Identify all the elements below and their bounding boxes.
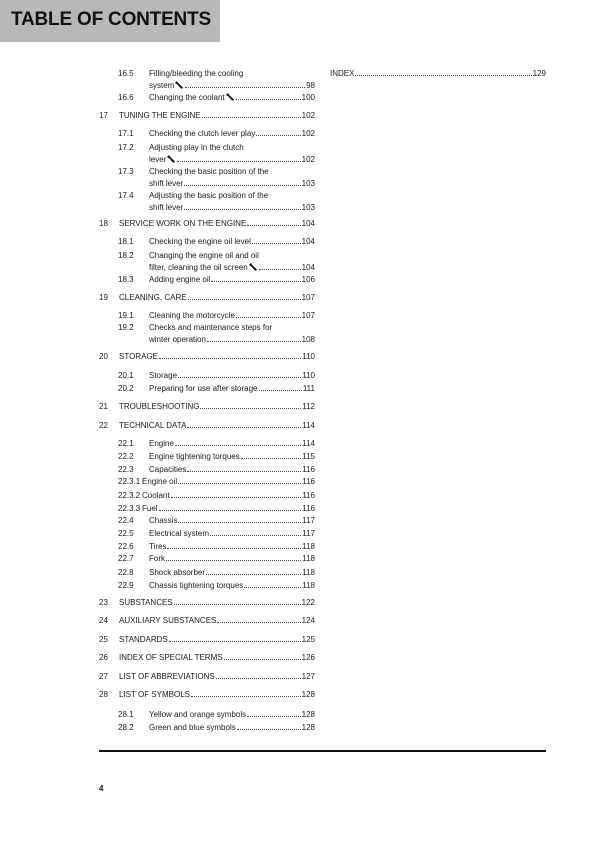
wrench-icon [225,92,235,104]
dot-leader [202,110,301,118]
toc-entry-title: Changing the coolant [149,93,225,102]
toc-entry-page: 98 [306,81,315,90]
wrench-icon [174,80,184,92]
toc-entry-title: winter operation [149,335,206,344]
toc-entry-number: 20 [99,352,108,361]
toc-entry-page: 118 [302,568,315,577]
toc-entry-number: 18.2 [118,251,134,260]
toc-entry-page: 110 [302,352,315,361]
toc-entry-number: 28.2 [118,723,134,732]
toc-entry-page: 116 [302,504,315,513]
toc-entry-page: 127 [301,672,315,681]
toc-entry-number: 25 [99,635,108,644]
dot-leader [177,154,300,162]
toc-entry-title: Tires [149,542,167,551]
dot-leader [256,128,300,136]
dot-leader [252,236,301,244]
toc-entry-number: 22.5 [118,529,134,538]
toc-entry-number: 22.4 [118,516,134,525]
toc-entry-page: 102 [301,155,315,164]
toc-entry-title: Coolant [142,491,170,500]
toc-entry-number: 22.1 [118,439,134,448]
toc-entry-page: 118 [302,542,315,551]
toc-entry-number: 24 [99,616,108,625]
toc-entry-title: CLEANING, CARE [119,293,187,302]
toc-entry-number: 16.6 [118,93,134,102]
toc-entry-number: 16.5 [118,69,134,78]
dot-leader [200,401,301,409]
toc-entry-title: Changing the engine oil and oil [149,251,259,260]
dot-leader [259,262,301,270]
dot-leader [244,580,301,588]
dot-leader [178,476,301,484]
toc-entry-page: 116 [302,465,315,474]
toc-entry-title: Fuel [142,504,158,513]
toc-entry-number: 18 [99,219,108,228]
toc-entry-title: Adjusting play in the clutch [149,143,244,152]
dot-leader [184,202,300,210]
dot-leader [247,709,301,717]
toc-entry-page: 114 [302,421,315,430]
toc-entry-number: 17.4 [118,191,134,200]
toc-entry-page: 107 [301,293,315,302]
dot-leader [187,420,301,428]
toc-entry-page: 124 [301,616,315,625]
toc-entry-number: 17.2 [118,143,134,152]
dot-leader [211,274,300,282]
toc-entry-number: 21 [99,402,108,411]
dot-leader [237,722,301,730]
toc-entry-number: 22 [99,421,108,430]
toc-entry-page: 107 [301,311,315,320]
toc-entry-title: AUXILIARY SUBSTANCES [119,616,217,625]
toc-entry-number: 22.3.2 [118,491,141,500]
toc-entry-page: 111 [302,384,315,393]
toc-entry-number: 17 [99,111,108,120]
toc-entry-number: 19.2 [118,323,134,332]
toc-entry-number: 22.7 [118,554,134,563]
toc-entry-page: 103 [301,179,315,188]
toc-entry-title: Yellow and orange symbols [149,710,247,719]
toc-entry-title: filter, cleaning the oil screen [149,263,248,272]
toc-entry-number: 22.3.1 [118,477,141,486]
dot-leader [236,92,301,100]
toc-entry-title: Green and blue symbols [149,723,236,732]
toc-entry-number: 22.6 [118,542,134,551]
toc-entry-title: SUBSTANCES [119,598,173,607]
toc-entry-number: 17.1 [118,129,134,138]
toc-entry-page: 117 [302,529,315,538]
toc-entry-page: 104 [301,219,315,228]
toc-entry-number: 28 [99,690,108,699]
dot-leader [185,80,305,88]
dot-leader [166,553,301,561]
toc-entry-title: Engine oil [142,477,178,486]
dot-leader [169,634,301,642]
toc-entry-page: 102 [301,129,315,138]
dot-leader [191,689,301,697]
toc-entry-page: 128 [301,710,315,719]
toc-entry-page: 126 [301,653,315,662]
toc-entry-page: 104 [301,237,315,246]
toc-entry-page: 118 [302,581,315,590]
dot-leader [178,515,301,523]
toc-entry-title: Chassis [149,516,178,525]
toc-entry-number: 18.3 [118,275,134,284]
dot-leader [159,503,302,511]
dot-leader [188,292,301,300]
toc-entry-title: lever [149,155,167,164]
dot-leader [174,597,301,605]
toc-entry-page: 108 [301,335,315,344]
toc-entry-title: LIST OF ABBREVIATIONS [119,672,215,681]
toc-entry-page: 115 [302,452,315,461]
toc-entry-page: 118 [302,554,315,563]
toc-entry-page: 117 [302,516,315,525]
toc-entry-page: 125 [301,635,315,644]
toc-entry-title: Chassis tightening torques [149,581,244,590]
toc-entry-number: 20.2 [118,384,134,393]
toc-entry-page: 128 [301,690,315,699]
toc-entry-title: shift lever [149,203,184,212]
toc-entry-title: Fork [149,554,165,563]
dot-leader [210,528,301,536]
toc-entry-title: LIST OF SYMBOLS [119,690,190,699]
toc-entry-title: Checking the clutch lever play [149,129,256,138]
footer-divider [99,750,546,752]
toc-entry-title: Filling/bleeding the cooling [149,69,244,78]
dot-leader [259,383,302,391]
toc-entry-number: 22.9 [118,581,134,590]
toc-entry-title: Electrical system [149,529,210,538]
toc-entry-title: Preparing for use after storage [149,384,258,393]
toc-entry-title: TECHNICAL DATA [119,421,187,430]
dot-leader [206,567,301,575]
toc-entry-page: 116 [302,491,315,500]
toc-entry-title: TUNING THE ENGINE [119,111,201,120]
toc-entry-title: INDEX OF SPECIAL TERMS [119,653,223,662]
dot-leader [184,178,300,186]
toc-entry-page: 122 [301,598,315,607]
dot-leader [247,218,300,226]
toc-entry-number: 22.8 [118,568,134,577]
toc-entry-page: 104 [301,263,315,272]
toc-entry-title: Engine [149,439,174,448]
header-bar [0,0,220,42]
toc-entry-page: 100 [301,93,315,102]
toc-entry-number: 19.1 [118,311,134,320]
toc-entry-page: 110 [302,371,315,380]
dot-leader [355,68,531,76]
toc-entry-page: 112 [302,402,315,411]
toc-entry-title: system [149,81,175,90]
toc-entry-title: STANDARDS [119,635,168,644]
dot-leader [236,310,301,318]
wrench-icon [166,154,176,166]
toc-entry-number: 27 [99,672,108,681]
toc-entry-number: 28.1 [118,710,134,719]
toc-entry-title: Shock absorber [149,568,206,577]
toc-entry-title: Storage [149,371,178,380]
toc-entry-title: SERVICE WORK ON THE ENGINE [119,219,247,228]
page-title: TABLE OF CONTENTS [11,9,211,30]
toc-entry-title: STORAGE [119,352,158,361]
toc-entry-number: 22.3.3 [118,504,141,513]
dot-leader [217,615,300,623]
toc-entry-page: 114 [302,439,315,448]
dot-leader [167,541,301,549]
toc-entry-title: shift lever [149,179,184,188]
dot-leader [216,671,301,679]
toc-entry-number: 22.3 [118,465,134,474]
toc-entry-number: 23 [99,598,108,607]
toc-entry-title: Checking the basic position of the [149,167,269,176]
toc-entry-title: Capacities [149,465,187,474]
toc-entry-number: 20.1 [118,371,134,380]
wrench-icon [248,262,258,274]
dot-leader [171,490,302,498]
dot-leader [178,370,301,378]
toc-entry-title: Adding engine oil [149,275,211,284]
toc-entry-page: 116 [302,477,315,486]
toc-entry-number: 19 [99,293,108,302]
dot-leader [241,451,302,459]
toc-entry-title: TROUBLESHOOTING [119,402,200,411]
toc-entry-number: 18.1 [118,237,134,246]
toc-entry-number: 22.2 [118,452,134,461]
dot-leader [224,652,301,660]
toc-entry-page: 103 [301,203,315,212]
toc-entry-title: Engine tightening torques [149,452,240,461]
toc-entry-title: Checking the engine oil level [149,237,251,246]
toc-entry-number: 17.3 [118,167,134,176]
dot-leader [175,438,301,446]
toc-entry-page: 128 [301,723,315,732]
toc-entry-title: INDEX [330,69,355,78]
dot-leader [187,464,301,472]
toc-entry-title: Checks and maintenance steps for [149,323,273,332]
toc-entry-title: Adjusting the basic position of the [149,191,269,200]
dot-leader [207,334,301,342]
page-number: 4 [99,784,104,793]
toc-entry-title: Cleaning the motorcycle [149,311,235,320]
toc-entry-number: 26 [99,653,108,662]
toc-entry-page: 129 [532,69,546,78]
toc-entry-page: 102 [301,111,315,120]
dot-leader [159,351,301,359]
toc-entry-page: 106 [301,275,315,284]
